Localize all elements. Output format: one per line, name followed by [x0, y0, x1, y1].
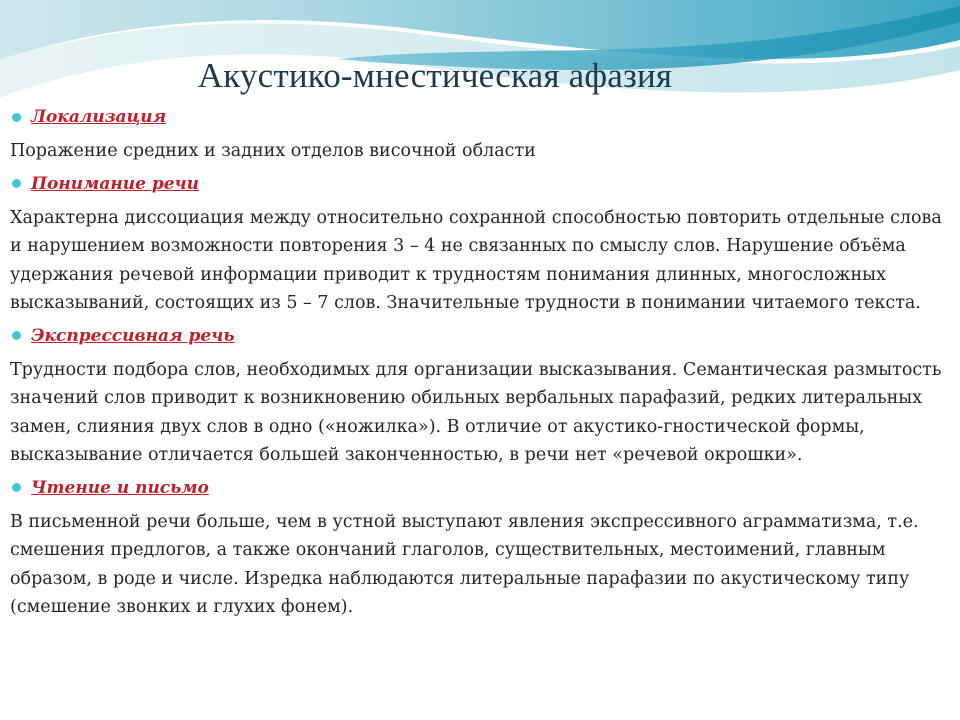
section-text-speech-understanding: Характерна диссоциация между относительно сохранной способностью повторить отдельные слова и нарушением возможности повторения 3 – 4 не связанных по смыслу слов. Нарушение объёма удержания речевой информации приводит к трудностям понимания длинных, многосложных высказываний, состоящих из 5 – 7 слов. Значительные трудности в понимании читаемого текста. — [10, 207, 942, 313]
bullet-icon — [12, 483, 21, 492]
section-text-expressive-speech: Трудности подбора слов, необходимых для организации высказывания. Семантическая размытость значений слов приводит к возникновению обильных вербальных парафазий, редких литеральных замен, слияния двух слов в одно («ножилка»). В отличие от акустико-гностической формы, высказывание отличается большей законченностью, в речи нет «речевой окрошки». — [10, 359, 942, 465]
bullet-icon — [12, 179, 21, 188]
section-heading-label[interactable]: Экспрессивная речь — [31, 325, 235, 346]
bullet-icon — [12, 331, 21, 340]
section-heading-label[interactable]: Чтение и письмо — [31, 477, 209, 498]
section-heading-speech-understanding — [10, 170, 950, 198]
page-title: Акустико-мнестическая афазия — [197, 56, 673, 95]
section-heading-localization — [10, 103, 950, 131]
section-heading-label[interactable]: Понимание речи — [31, 173, 200, 194]
section-text-localization: Поражение средних и задних отделов височной области — [10, 141, 536, 161]
slide-content — [10, 103, 950, 626]
section-heading-expressive-speech — [10, 322, 950, 350]
section-heading-reading-writing — [10, 474, 950, 502]
section-heading-label[interactable]: Локализация — [31, 107, 167, 127]
section-text-reading-writing: В письменной речи больше, чем в устной выступают явления экспрессивного аграмматизма, т.е. смешения предлогов, а также окончаний глаголов, существительных, местоимений, главным образом, в роде и числе. Изредка наблюдаются литеральные парафазии по акустическому типу (смешение звонких и глухих фонем). — [10, 511, 919, 617]
bullet-icon — [12, 113, 21, 122]
